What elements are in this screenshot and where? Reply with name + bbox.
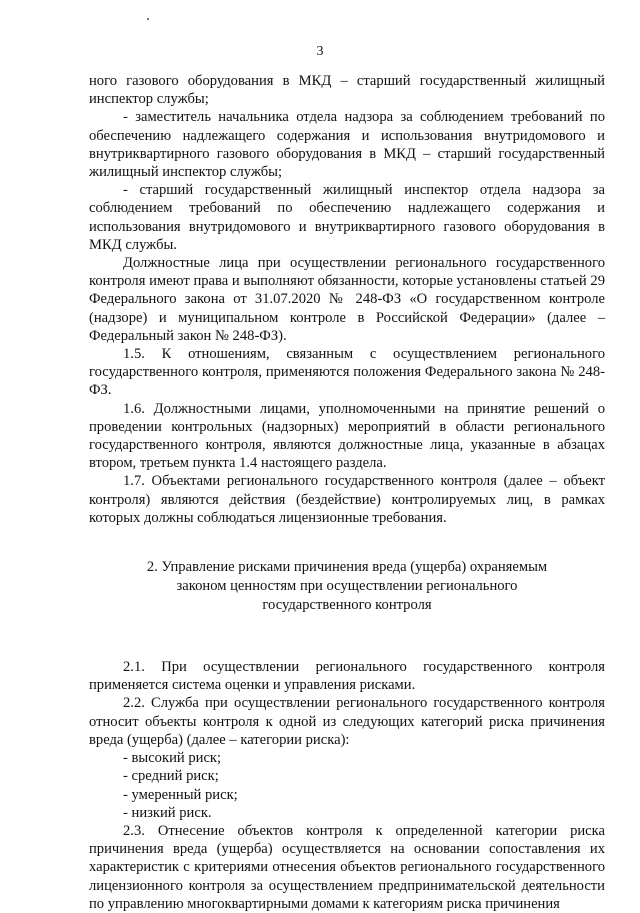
list-item: - средний риск; [123, 768, 219, 785]
paragraph-2-1: 2.1. При осуществлении регионального государственного контроля применяется система оценки и управления рисками. [89, 659, 605, 694]
paragraph-1-6: 1.6. Должностными лицами, уполномоченными на принятие решений о проведении контрольных (надзорных) мероприятий в области регионального государственного контроля, являются должностные лица, указанные в абзацах втором, третьем пункта 1.4 настоящего раздела. [89, 400, 605, 472]
paragraph-officials-rights: Должностные лица при осуществлении регионального государственного контроля имеют права и выполняют обязанности, которые установлены статьей 29 Федерального закона от 31.07.2020 № 248-ФЗ «О государственном контроле (надзоре) и муниципальном контроле в Российской Федерации» (далее – Федеральный закон № 248-ФЗ). [89, 255, 605, 344]
scan-speck [147, 18, 149, 20]
paragraph-2-3: 2.3. Отнесение объектов контроля к определенной категории риска причинения вреда (ущерба) осуществляется на основании сопоставления их характеристик с критериями отнесения объектов регионального государственного лицензионного контроля за осуществлением предпринимательской деятельности по управлению многоквартирными домами к категориям риска причинения [89, 822, 605, 912]
list-item: - высокий риск; [123, 750, 222, 767]
paragraph-continuation: ного газового оборудования в МКД – старший государственный жилищный инспектор службы; [89, 73, 605, 108]
document-body [89, 72, 605, 913]
section-heading [89, 558, 605, 615]
risk-category-list [89, 749, 605, 822]
paragraph-2-2: 2.2. Служба при осуществлении регионального государственного контроля относит объекты контроля к одной из следующих категорий риска причинения вреда (ущерба) (далее – категории риска): [89, 695, 605, 748]
list-item: - умеренный риск; [123, 786, 238, 803]
paragraph-1-7: 1.7. Объектами регионального государственного контроля (далее – объект контроля) являются действия (бездействие) контролируемых лиц, в рамках которых должны соблюдаться лицензионные требования. [89, 473, 605, 526]
paragraph-deputy-head: - заместитель начальника отдела надзора за соблюдением требований по обеспечению надлежащего содержания и использования внутридомового и внутриквартирного газового оборудования в МКД – старший государственный жилищный инспектор службы; [89, 109, 605, 181]
paragraph-senior-inspector: - старший государственный жилищный инспектор отдела надзора за соблюдением требований по обеспечению надлежащего содержания и использования внутридомового и внутриквартирного газового оборудования в МКД службы. [89, 182, 605, 253]
page-number: 3 [316, 44, 324, 59]
paragraph-1-5: 1.5. К отношениям, связанным с осуществлением регионального государственного контроля, применяются положения Федерального закона № 248-ФЗ. [89, 346, 605, 399]
list-item: - низкий риск. [123, 804, 212, 821]
section-heading-line: 2. Управление рисками причинения вреда (ущерба) охраняемым [146, 559, 548, 576]
section-heading-line: государственного контроля [262, 597, 432, 614]
section-heading-line: законом ценностям при осуществлении регионального [176, 578, 518, 595]
